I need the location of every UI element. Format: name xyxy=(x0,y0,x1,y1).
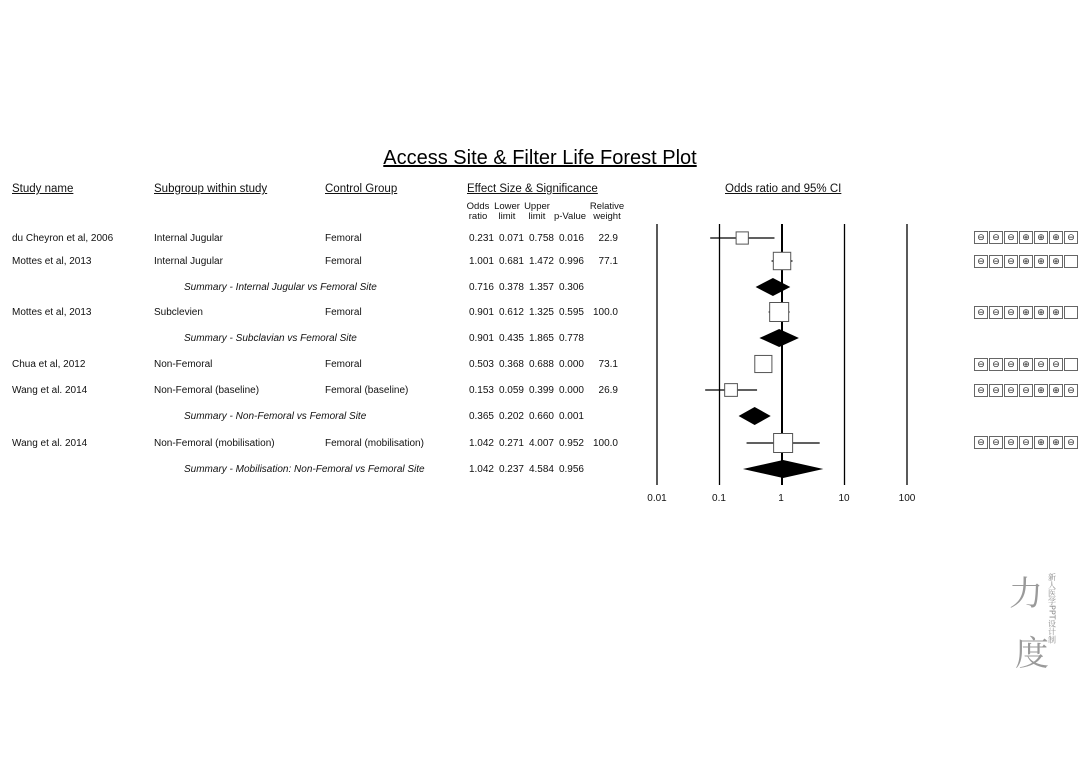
risk-of-bias-box: ⊕ xyxy=(1034,436,1048,449)
relative-weight: 100.0 xyxy=(592,438,618,449)
risk-of-bias-box: ⊖ xyxy=(989,231,1003,244)
summary-diamond xyxy=(756,278,791,296)
summary-label: Summary - Non-Femoral vs Femoral Site xyxy=(184,411,367,422)
risk-of-bias-box: ⊖ xyxy=(1004,231,1018,244)
risk-of-bias-box: ⊕ xyxy=(1034,384,1048,397)
upper-limit: 1.325 xyxy=(528,307,554,318)
risk-of-bias-row xyxy=(974,384,1079,397)
x-tick-label: 0.01 xyxy=(647,493,667,504)
upper-limit: 1.357 xyxy=(528,282,554,293)
header-control-group: Control Group xyxy=(325,183,398,195)
summary-label: Summary - Subclavian vs Femoral Site xyxy=(184,333,357,344)
study-name: Wang et al. 2014 xyxy=(12,385,88,396)
odds-ratio: 1.001 xyxy=(468,256,494,267)
risk-of-bias-box xyxy=(1064,255,1078,268)
subheader-upper-limit: Upper limit xyxy=(524,201,550,222)
risk-of-bias-box: ⊕ xyxy=(1019,306,1033,319)
x-tick-label: 0.1 xyxy=(712,493,726,504)
point-estimate xyxy=(770,303,789,322)
risk-of-bias-box: ⊖ xyxy=(1019,436,1033,449)
odds-ratio: 0.153 xyxy=(468,385,494,396)
p-value: 0.016 xyxy=(558,233,584,244)
relative-weight: 100.0 xyxy=(592,307,618,318)
risk-of-bias-box: ⊕ xyxy=(1049,384,1063,397)
p-value: 0.956 xyxy=(558,464,584,475)
risk-of-bias-box: ⊖ xyxy=(1004,306,1018,319)
control-group: Femoral xyxy=(325,233,362,244)
p-value: 0.952 xyxy=(558,438,584,449)
point-estimate xyxy=(774,434,793,453)
odds-ratio: 0.901 xyxy=(468,333,494,344)
subgroup: Internal Jugular xyxy=(154,233,223,244)
upper-limit: 0.399 xyxy=(528,385,554,396)
subheader-p-value: p-Value xyxy=(553,211,587,222)
header-effect-size: Effect Size & Significance xyxy=(467,183,598,195)
risk-of-bias-box: ⊖ xyxy=(1004,255,1018,268)
risk-of-bias-box: ⊖ xyxy=(974,306,988,319)
upper-limit: 4.007 xyxy=(528,438,554,449)
summary-label: Summary - Mobilisation: Non-Femoral vs Femoral Site xyxy=(184,464,425,475)
chart-title: Access Site & Filter Life Forest Plot xyxy=(383,147,697,169)
lower-limit: 0.059 xyxy=(498,385,524,396)
upper-limit: 1.865 xyxy=(528,333,554,344)
summary-diamond xyxy=(759,329,799,347)
risk-of-bias-box: ⊖ xyxy=(974,358,988,371)
header-odds-ratio-ci: Odds ratio and 95% CI xyxy=(725,183,842,195)
risk-of-bias-box: ⊕ xyxy=(1049,306,1063,319)
x-tick-label: 100 xyxy=(898,493,916,504)
risk-of-bias-box: ⊖ xyxy=(1004,384,1018,397)
watermark-logo xyxy=(1005,565,1065,675)
risk-of-bias-box: ⊖ xyxy=(974,384,988,397)
upper-limit: 1.472 xyxy=(528,256,554,267)
control-group: Femoral xyxy=(325,359,362,370)
subgroup: Internal Jugular xyxy=(154,256,223,267)
subheader-lower-limit: Lower limit xyxy=(494,201,520,222)
odds-ratio: 0.231 xyxy=(468,233,494,244)
risk-of-bias-box: ⊖ xyxy=(974,255,988,268)
relative-weight: 77.1 xyxy=(598,256,618,267)
risk-of-bias-box: ⊖ xyxy=(989,255,1003,268)
risk-of-bias-box: ⊖ xyxy=(974,231,988,244)
study-name: Chua et al, 2012 xyxy=(12,359,86,370)
subgroup: Non-Femoral xyxy=(154,359,213,370)
header-study-name: Study name xyxy=(12,183,74,195)
risk-of-bias-box: ⊖ xyxy=(1064,231,1078,244)
risk-of-bias-box: ⊕ xyxy=(1034,231,1048,244)
risk-of-bias-box: ⊕ xyxy=(1049,436,1063,449)
control-group: Femoral xyxy=(325,307,362,318)
odds-ratio: 0.503 xyxy=(468,359,494,370)
study-name: Mottes et al, 2013 xyxy=(12,307,92,318)
risk-of-bias-box: ⊖ xyxy=(1019,384,1033,397)
lower-limit: 0.368 xyxy=(498,359,524,370)
x-tick-label: 1 xyxy=(778,493,784,504)
risk-of-bias-row xyxy=(974,231,1079,244)
subgroup: Subclevien xyxy=(154,307,203,318)
risk-of-bias-box xyxy=(1064,358,1078,371)
summary-diamond xyxy=(743,460,823,478)
subheader-relative-weight: Relative weight xyxy=(589,201,625,222)
risk-of-bias-box: ⊖ xyxy=(989,358,1003,371)
control-group: Femoral (mobilisation) xyxy=(325,438,424,449)
risk-of-bias-box: ⊖ xyxy=(1034,358,1048,371)
risk-of-bias-box: ⊖ xyxy=(1004,436,1018,449)
point-estimate xyxy=(755,355,772,372)
study-name: du Cheyron et al, 2006 xyxy=(12,233,114,244)
study-name: Wang et al. 2014 xyxy=(12,438,88,449)
risk-of-bias-box: ⊕ xyxy=(1019,255,1033,268)
upper-limit: 0.660 xyxy=(528,411,554,422)
point-estimate xyxy=(736,232,748,244)
risk-of-bias-box: ⊖ xyxy=(989,436,1003,449)
lower-limit: 0.378 xyxy=(498,282,524,293)
watermark-glyph-bottom: 度 xyxy=(1015,634,1049,674)
risk-of-bias-box: ⊕ xyxy=(1019,231,1033,244)
header-subgroup: Subgroup within study xyxy=(154,183,268,195)
risk-of-bias-box: ⊖ xyxy=(1064,384,1078,397)
subheader-odds-ratio: Odds ratio xyxy=(466,201,490,222)
risk-of-bias-box: ⊕ xyxy=(1034,306,1048,319)
point-estimate xyxy=(773,252,790,269)
summary-diamond xyxy=(739,407,771,425)
risk-of-bias-row xyxy=(974,306,1079,319)
watermark-glyph-top: 力 xyxy=(1009,574,1043,614)
x-tick-label: 10 xyxy=(838,493,850,504)
relative-weight: 73.1 xyxy=(598,359,618,370)
risk-of-bias-box: ⊖ xyxy=(974,436,988,449)
risk-of-bias-box: ⊖ xyxy=(1004,358,1018,371)
subgroup: Non-Femoral (baseline) xyxy=(154,385,260,396)
risk-of-bias-box: ⊕ xyxy=(1019,358,1033,371)
p-value: 0.306 xyxy=(558,282,584,293)
upper-limit: 0.758 xyxy=(528,233,554,244)
risk-of-bias-box: ⊖ xyxy=(1049,358,1063,371)
risk-of-bias-box: ⊕ xyxy=(1049,231,1063,244)
study-name: Mottes et al, 2013 xyxy=(12,256,92,267)
lower-limit: 0.435 xyxy=(498,333,524,344)
risk-of-bias-box: ⊖ xyxy=(989,384,1003,397)
p-value: 0.595 xyxy=(558,307,584,318)
lower-limit: 0.202 xyxy=(498,411,524,422)
upper-limit: 4.584 xyxy=(528,464,554,475)
p-value: 0.000 xyxy=(558,359,584,370)
lower-limit: 0.071 xyxy=(498,233,524,244)
p-value: 0.000 xyxy=(558,385,584,396)
p-value: 0.001 xyxy=(558,411,584,422)
odds-ratio: 0.365 xyxy=(468,411,494,422)
relative-weight: 22.9 xyxy=(598,233,618,244)
risk-of-bias-box: ⊖ xyxy=(1064,436,1078,449)
risk-of-bias-box: ⊕ xyxy=(1049,255,1063,268)
subgroup: Non-Femoral (mobilisation) xyxy=(154,438,275,449)
odds-ratio: 0.716 xyxy=(468,282,494,293)
point-estimate xyxy=(725,384,738,397)
odds-ratio: 0.901 xyxy=(468,307,494,318)
summary-label: Summary - Internal Jugular vs Femoral Site xyxy=(184,282,377,293)
control-group: Femoral xyxy=(325,256,362,267)
lower-limit: 0.612 xyxy=(498,307,524,318)
p-value: 0.778 xyxy=(558,333,584,344)
p-value: 0.996 xyxy=(558,256,584,267)
risk-of-bias-box: ⊖ xyxy=(989,306,1003,319)
risk-of-bias-box: ⊕ xyxy=(1034,255,1048,268)
risk-of-bias-row xyxy=(974,255,1079,268)
lower-limit: 0.237 xyxy=(498,464,524,475)
control-group: Femoral (baseline) xyxy=(325,385,409,396)
risk-of-bias-row xyxy=(974,358,1079,371)
lower-limit: 0.271 xyxy=(498,438,524,449)
watermark-side-text: 新人医学PPT设计制 xyxy=(1047,573,1057,644)
lower-limit: 0.681 xyxy=(498,256,524,267)
risk-of-bias-row xyxy=(974,436,1079,449)
relative-weight: 26.9 xyxy=(598,385,618,396)
odds-ratio: 1.042 xyxy=(468,438,494,449)
upper-limit: 0.688 xyxy=(528,359,554,370)
risk-of-bias-box xyxy=(1064,306,1078,319)
odds-ratio: 1.042 xyxy=(468,464,494,475)
